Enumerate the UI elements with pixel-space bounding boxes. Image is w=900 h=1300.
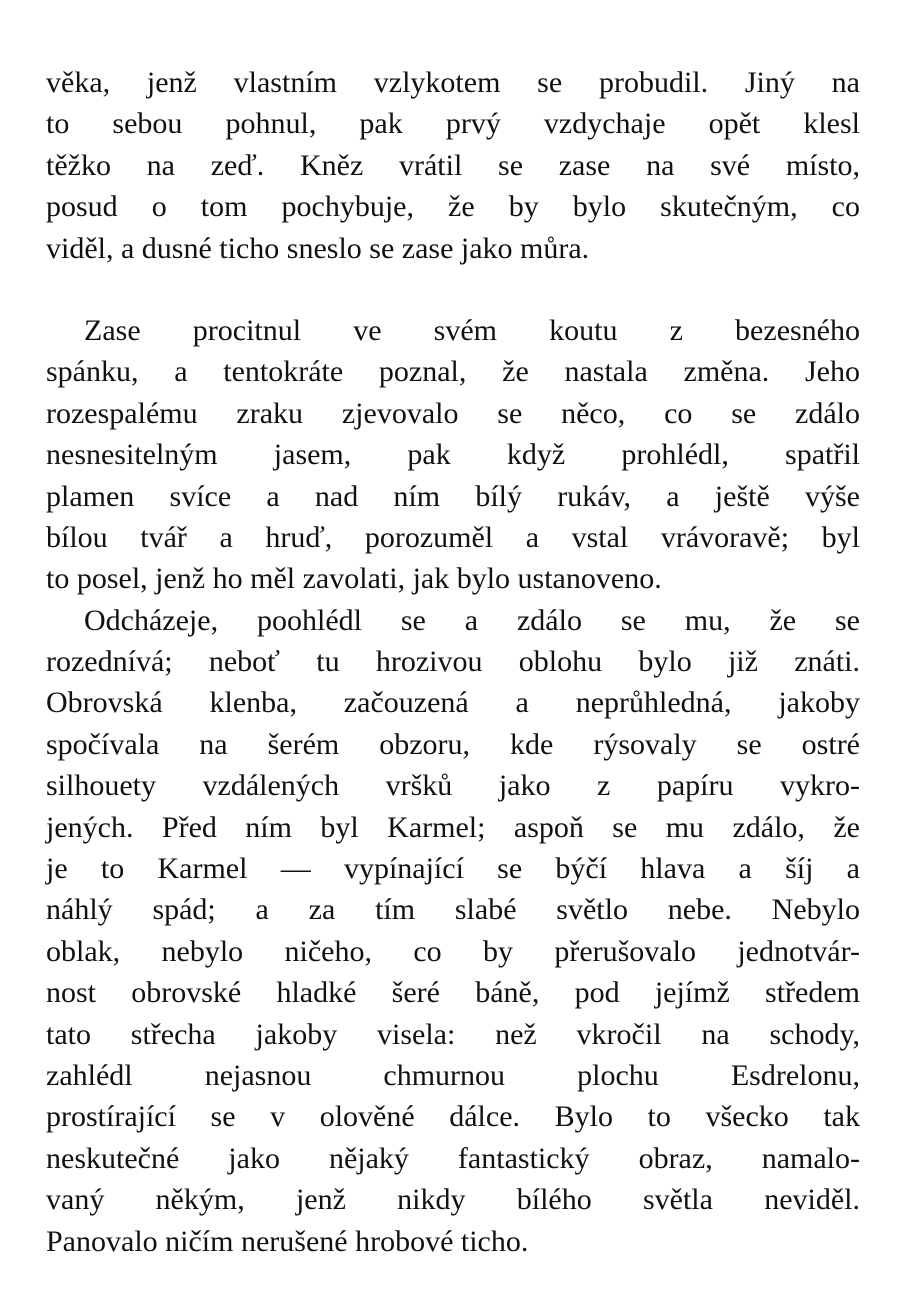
text-line: rozespalému zraku zjevovalo se něco, co se zdálo [46,396,860,430]
text-line: posud o tom pochybuje, že by bylo skutečným, co [46,190,860,224]
text-line: těžko na zeď. Kněz vrátil se zase na své místo, [46,148,860,182]
text-line: to sebou pohnul, pak prvý vzdychaje opět klesl [46,107,860,141]
text-line: Zase procitnul ve svém koutu z bezesného [84,313,860,347]
text-line: nesnesitelným jasem, pak když prohlédl, spatřil [46,438,860,472]
text-line: je to Karmel — vypínající se býčí hlava a šíj a [46,852,860,886]
text-line: prostírající se v olověné dálce. Bylo to všecko tak [46,1100,860,1134]
text-line: oblak, nebylo ničeho, co by přerušovalo jednotvár- [46,934,860,968]
text-line: spočívala na šerém obzoru, kde rýsovaly se ostré [46,727,860,761]
page-text [46,62,860,1262]
text-line: věka, jenž vlastním vzlykotem se probudil. Jiný na [46,66,860,99]
text-line: rozednívá; neboť tu hrozivou oblohu bylo již znáti. [46,645,860,679]
paragraph-2 [46,310,860,600]
text-line: viděl, a dusné ticho sneslo se zase jako můra. [46,231,590,265]
text-line: Obrovská klenba, začouzená a neprůhledná, jakoby [46,686,860,720]
paragraph-3 [46,600,860,1262]
text-line: to posel, jenž ho měl zavolati, jak bylo ustanoveno. [46,562,662,596]
text-line: spánku, a tentokráte poznal, že nastala změna. Jeho [46,355,860,389]
paragraph-gap [46,269,860,310]
text-line: náhlý spád; a za tím slabé světlo nebe. Nebylo [46,893,860,927]
paragraph-1 [46,62,860,269]
text-line: jených. Před ním byl Karmel; aspoň se mu zdálo, že [46,810,860,844]
text-line: vaný někým, jenž nikdy bílého světla neviděl. [46,1183,860,1217]
text-line: zahlédl nejasnou chmurnou plochu Esdrelonu, [46,1058,860,1092]
text-line: bílou tvář a hruď, porozuměl a vstal vrávoravě; byl [46,520,860,554]
text-line: nost obrovské hladké šeré báně, pod jejímž středem [46,976,860,1010]
text-line: plamen svíce a nad ním bílý rukáv, a ještě výše [46,479,860,513]
text-line: neskutečné jako nějaký fantastický obraz, namalo- [46,1141,860,1175]
text-line: silhouety vzdálených vršků jako z papíru vykro- [46,769,860,803]
text-line: tato střecha jakoby visela: než vkročil na schody, [46,1017,860,1051]
text-line: Odcházeje, poohlédl se a zdálo se mu, že se [84,603,860,637]
text-line: Panovalo ničím nerušené hrobové ticho. [46,1224,529,1258]
